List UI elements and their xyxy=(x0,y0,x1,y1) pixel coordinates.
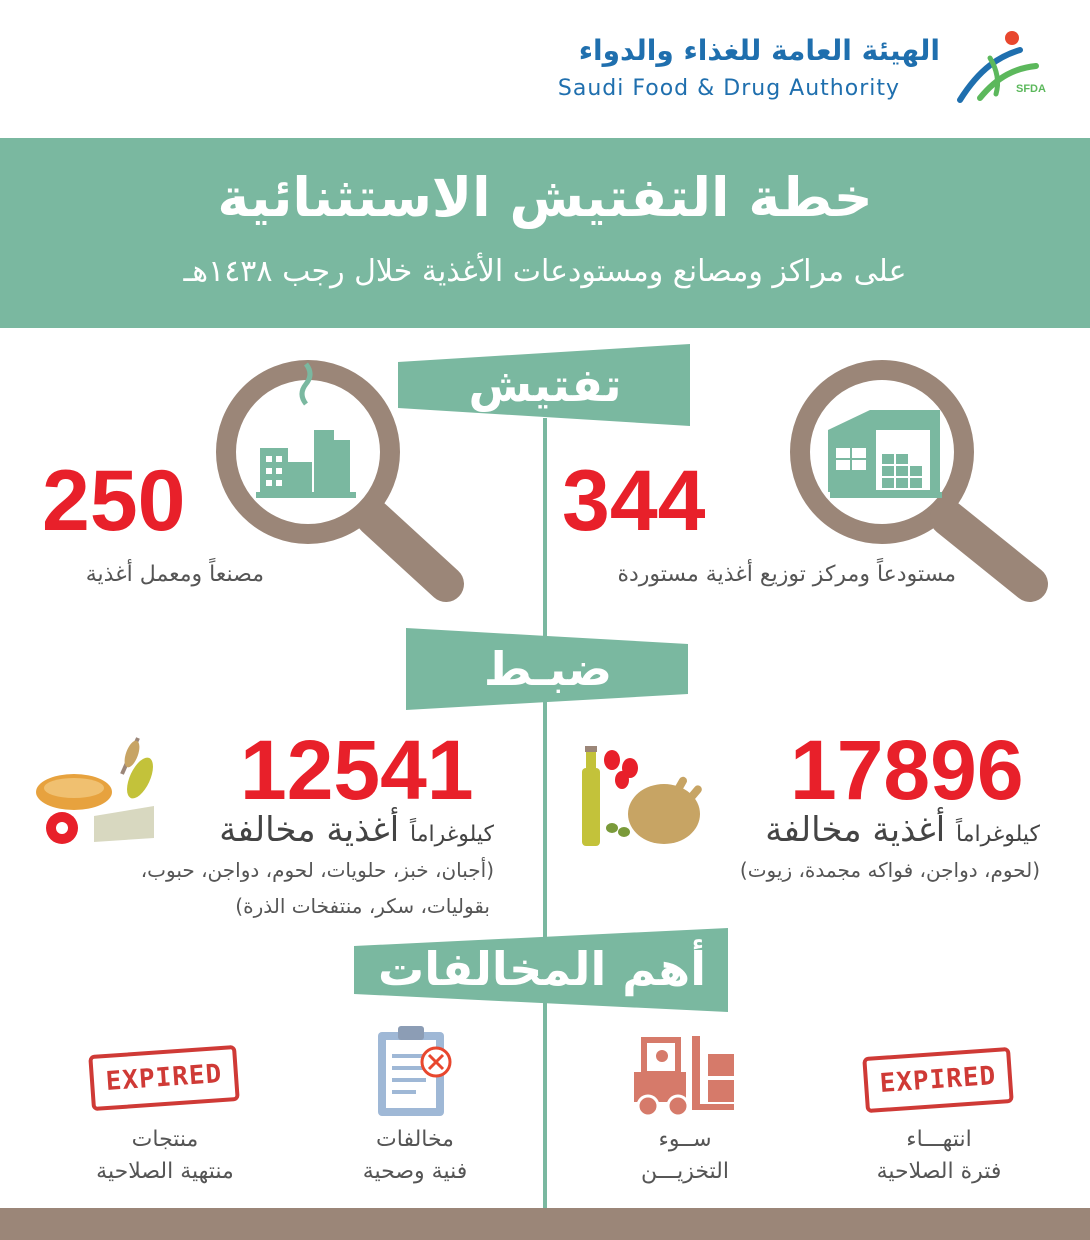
violation-expired-products xyxy=(62,1124,268,1188)
local-seized-details-1: (أجبان، خبز، حلويات، لحوم، دواجن، حبوب، xyxy=(140,858,494,882)
imported-seized-caption xyxy=(765,810,1040,850)
local-seized-label: أغذية مخالفة xyxy=(219,810,400,850)
warehouses-caption: مستودعاً ومركز توزيع أغذية مستوردة xyxy=(617,562,956,587)
violation-storage-line2: التخزيـــن xyxy=(641,1159,729,1184)
factories-caption: مصنعاً ومعمل أغذية xyxy=(85,562,264,587)
section-label-seizure: ضبـط xyxy=(483,642,613,696)
page-subtitle: على مراكز ومصانع ومستودعات الأغذية خلال رجب ١٤٣٨هـ xyxy=(183,254,907,289)
center-divider xyxy=(543,418,547,1208)
logo-arabic-text: الهيئة العامة للغذاء والدواء xyxy=(578,34,940,67)
expired-stamp-icon xyxy=(88,1045,240,1111)
violation-expired-line1: منتجات xyxy=(131,1127,199,1152)
section-ribbon-seizure xyxy=(406,628,690,710)
local-seized-amount: 12541 xyxy=(240,723,474,817)
bakery-cheese-icon xyxy=(34,734,164,846)
expired-stamp-text: EXPIRED xyxy=(104,1058,224,1098)
violation-expiry-period xyxy=(844,1124,1034,1188)
imported-seized-label: أغذية مخالفة xyxy=(765,810,946,850)
expired-stamp-icon xyxy=(862,1047,1014,1113)
title-banner xyxy=(0,138,1090,328)
clipboard-violation-icon xyxy=(374,1022,460,1120)
imported-seized-unit: كيلوغراماً xyxy=(955,822,1040,847)
food-items-icon xyxy=(572,742,712,852)
sfda-logo xyxy=(557,28,1050,108)
violation-expired-line2: منتهية الصلاحية xyxy=(96,1159,234,1184)
section-label-inspection: تفتيش xyxy=(468,358,622,412)
sfda-emblem-icon xyxy=(950,28,1050,108)
expired-stamp-text: EXPIRED xyxy=(878,1060,998,1100)
violation-bad-storage xyxy=(590,1124,780,1188)
violation-storage-line1: ســوء xyxy=(658,1127,712,1152)
violation-expiry-line2: فترة الصلاحية xyxy=(876,1159,1002,1184)
imported-seized-details: (لحوم، دواجن، فواكه مجمدة، زيوت) xyxy=(739,858,1040,882)
logo-mark-text: SFDA xyxy=(1016,83,1046,95)
page-title: خطة التفتيش الاستثنائية xyxy=(217,166,873,229)
local-seized-caption xyxy=(219,810,494,850)
violation-technical-line2: فنية وصحية xyxy=(362,1159,468,1184)
section-ribbon-violations xyxy=(354,928,730,1012)
section-label-violations: أهم المخالفات xyxy=(378,942,706,996)
forklift-icon xyxy=(630,1034,740,1120)
violation-technical-line1: مخالفات xyxy=(376,1127,454,1152)
imported-seized-amount: 17896 xyxy=(790,723,1024,817)
local-seized-unit: كيلوغراماً xyxy=(409,822,494,847)
violation-technical-health xyxy=(320,1124,510,1188)
footer-bar xyxy=(0,1208,1090,1240)
violation-expiry-line1: انتهـــاء xyxy=(906,1127,972,1152)
warehouses-count: 344 xyxy=(562,453,706,549)
logo-english-text: Saudi Food & Drug Authority xyxy=(557,76,900,101)
factories-count: 250 xyxy=(42,453,186,549)
local-seized-details-2: بقوليات، سكر، منتفخات الذرة) xyxy=(235,894,490,918)
